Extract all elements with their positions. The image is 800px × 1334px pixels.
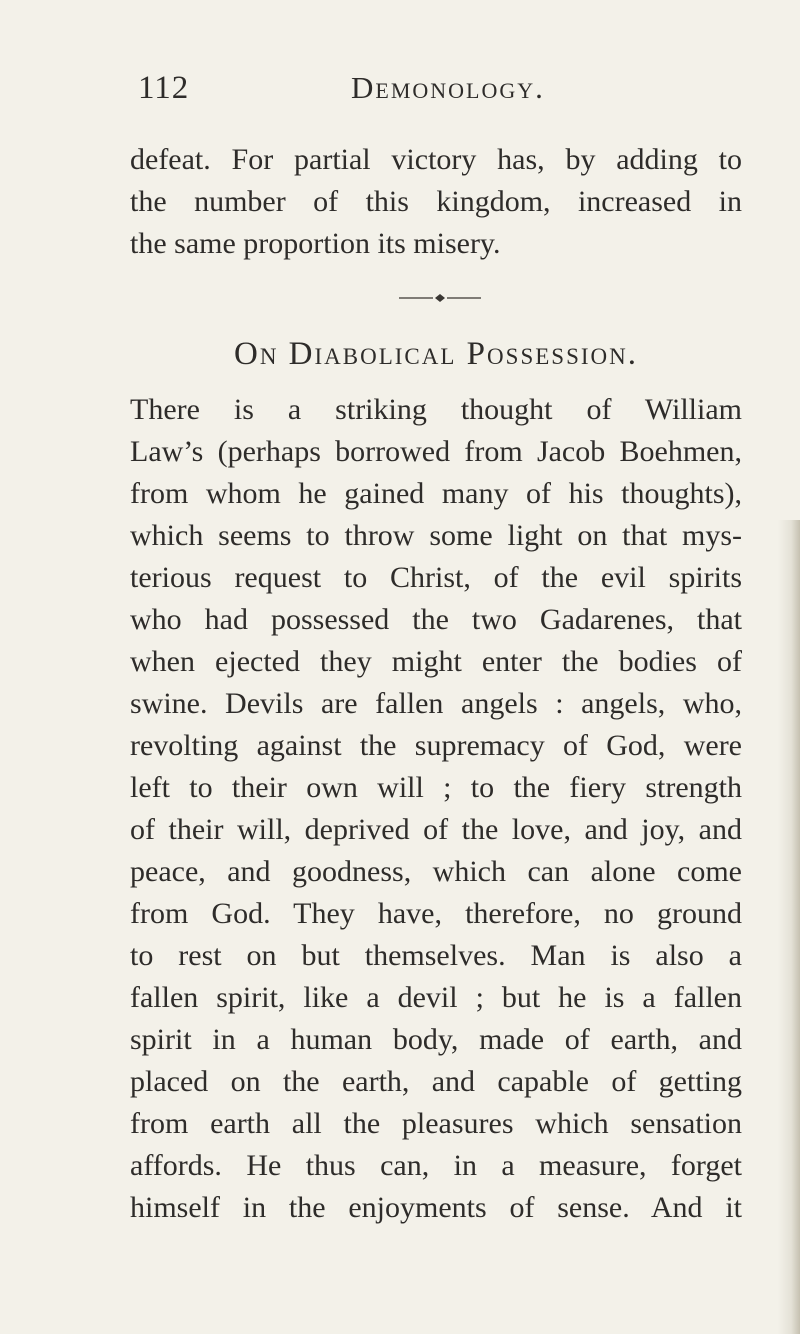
body-line: to rest on but themselves. Man is also a (130, 939, 742, 972)
body-line: left to their own will ; to the fiery strength (130, 771, 742, 804)
running-head (138, 70, 738, 110)
intro-line: defeat. For partial victory has, by adding to (130, 143, 742, 176)
body-line: Law’s (perhaps borrowed from Jacob Boehmen, (130, 435, 742, 468)
body-line: placed on the earth, and capable of getting (130, 1065, 742, 1098)
body-line: of their will, deprived of the love, and joy, and (130, 813, 742, 846)
body-line: from earth all the pleasures which sensation (130, 1107, 742, 1140)
intro-line: the number of this kingdom, increased in (130, 185, 742, 218)
page-number: 112 (138, 70, 190, 106)
section-heading: On Diabolical Possession. (233, 336, 638, 372)
body-line: affords. He thus can, in a measure, forget (130, 1149, 742, 1182)
page-edge-shadow (778, 520, 800, 1334)
body-line: swine. Devils are fallen angels : angels, who, (130, 687, 742, 720)
body-line: fallen spirit, like a devil ; but he is a fallen (130, 981, 742, 1014)
body-line: revolting against the supremacy of God, were (130, 729, 742, 762)
body-line: when ejected they might enter the bodies of (130, 645, 742, 678)
running-title: Demonology. (351, 70, 545, 105)
body-line: who had possessed the two Gadarenes, that (130, 603, 742, 636)
body-line: terious request to Christ, of the evil spirits (130, 561, 742, 594)
body-line: There is a striking thought of William (130, 393, 742, 426)
section-divider-ornament (395, 294, 485, 302)
body-line: spirit in a human body, made of earth, and (130, 1023, 742, 1056)
body-line: which seems to throw some light on that mys- (130, 519, 742, 552)
body-line: peace, and goodness, which can alone come (130, 855, 742, 888)
body-line: from God. They have, therefore, no ground (130, 897, 742, 930)
body-line: himself in the enjoyments of sense. And it (130, 1191, 742, 1224)
intro-line: the same proportion its misery. (130, 227, 501, 260)
body-line: from whom he gained many of his thoughts), (130, 477, 742, 510)
